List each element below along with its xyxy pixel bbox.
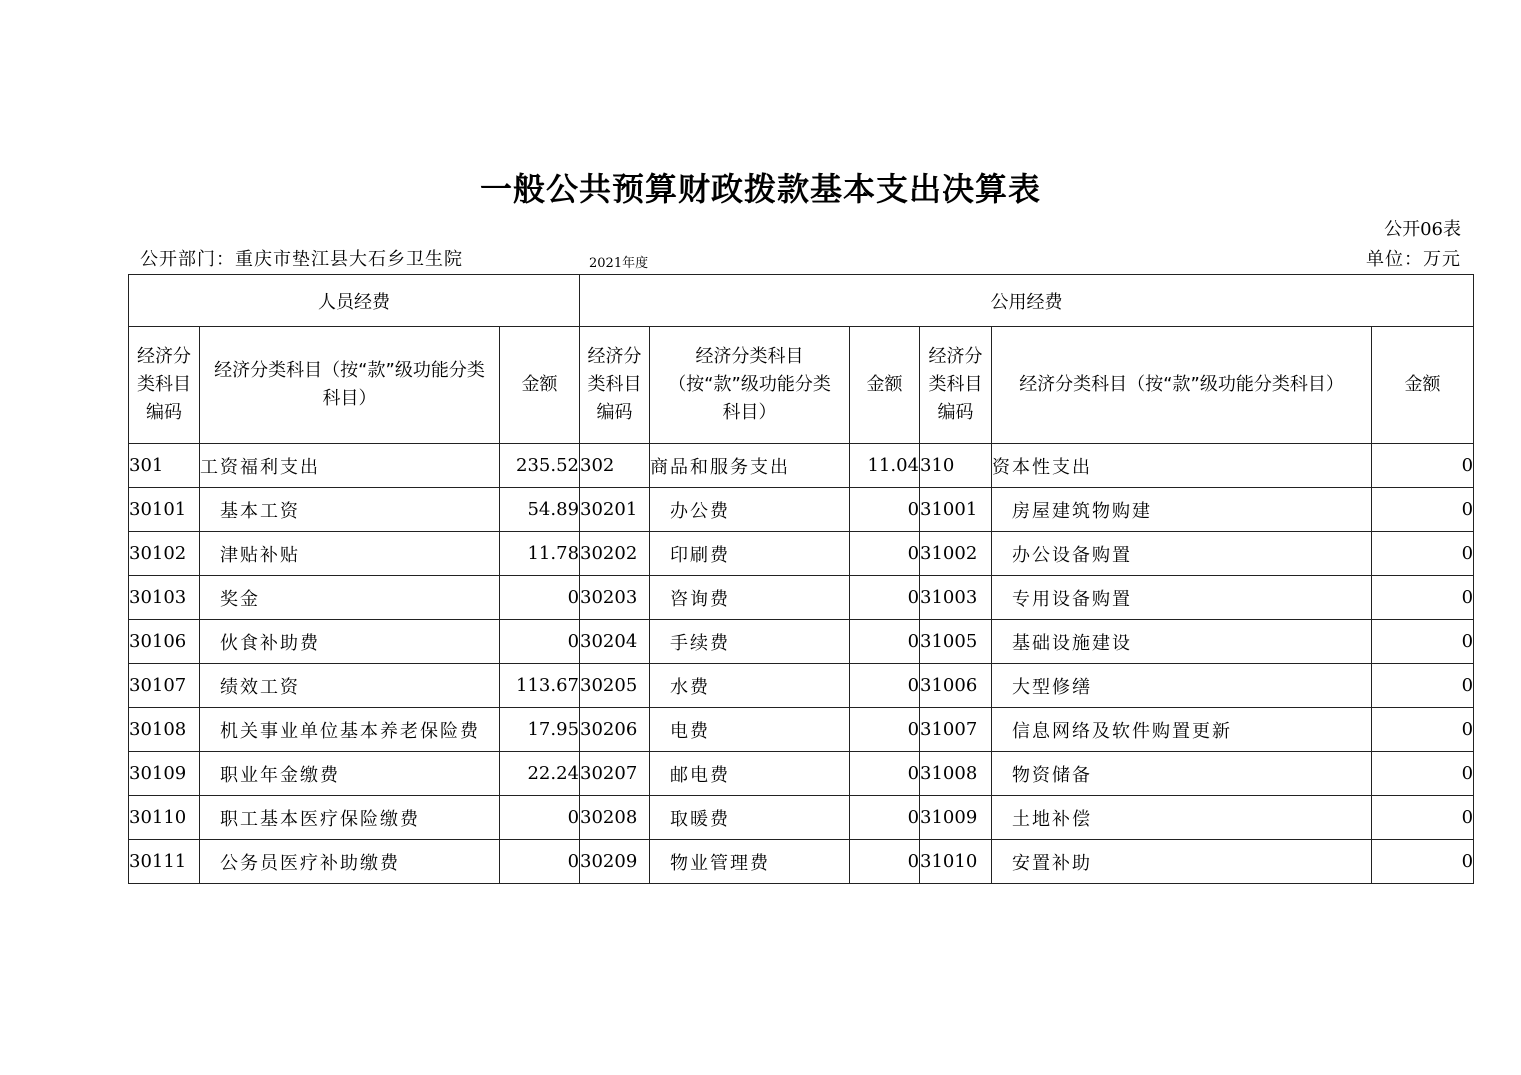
amount-cell: 0 <box>850 664 920 708</box>
table-row <box>129 840 1474 884</box>
code-cell: 30201 <box>580 488 650 532</box>
item-cell: 商品和服务支出 <box>650 444 850 488</box>
code-cell: 310 <box>920 444 992 488</box>
item-cell: 办公费 <box>650 488 850 532</box>
item-cell: 基本工资 <box>200 488 500 532</box>
header-amount-2: 金额 <box>850 327 920 444</box>
code-cell: 30203 <box>580 576 650 620</box>
item-cell: 专用设备购置 <box>992 576 1372 620</box>
amount-cell: 0 <box>850 840 920 884</box>
amount-cell: 0 <box>500 840 580 884</box>
amount-cell: 0 <box>500 576 580 620</box>
code-cell: 30204 <box>580 620 650 664</box>
expenditure-table <box>128 274 1474 884</box>
item-cell: 公务员医疗补助缴费 <box>200 840 500 884</box>
table-row <box>129 796 1474 840</box>
item-cell: 基础设施建设 <box>992 620 1372 664</box>
amount-cell: 0 <box>850 488 920 532</box>
unit-label: 单位：万元 <box>1366 249 1461 270</box>
amount-cell: 0 <box>500 620 580 664</box>
fiscal-year: 2021年度 <box>589 256 649 271</box>
item-cell: 大型修缮 <box>992 664 1372 708</box>
amount-cell: 0 <box>1372 752 1474 796</box>
amount-cell: 0 <box>850 752 920 796</box>
item-cell: 手续费 <box>650 620 850 664</box>
code-cell: 301 <box>129 444 200 488</box>
header-code-1: 经济分类科目编码 <box>129 327 200 444</box>
item-cell: 印刷费 <box>650 532 850 576</box>
code-cell: 30202 <box>580 532 650 576</box>
department-label: 公开部门：重庆市垫江县大石乡卫生院 <box>140 249 463 270</box>
table-row <box>129 620 1474 664</box>
amount-cell: 0 <box>1372 708 1474 752</box>
code-cell: 302 <box>580 444 650 488</box>
code-cell: 31003 <box>920 576 992 620</box>
item-cell: 绩效工资 <box>200 664 500 708</box>
item-cell: 机关事业单位基本养老保险费 <box>200 708 500 752</box>
amount-cell: 0 <box>1372 576 1474 620</box>
header-item-1: 经济分类科目（按“款”级功能分类科目） <box>200 327 500 444</box>
code-cell: 31009 <box>920 796 992 840</box>
code-cell: 30101 <box>129 488 200 532</box>
item-cell: 津贴补贴 <box>200 532 500 576</box>
item-cell: 房屋建筑物购建 <box>992 488 1372 532</box>
table-row <box>129 532 1474 576</box>
table-row <box>129 444 1474 488</box>
section-public: 公用经费 <box>580 275 1474 327</box>
item-cell: 邮电费 <box>650 752 850 796</box>
code-cell: 30208 <box>580 796 650 840</box>
item-cell: 办公设备购置 <box>992 532 1372 576</box>
code-cell: 30207 <box>580 752 650 796</box>
amount-cell: 0 <box>1372 620 1474 664</box>
amount-cell: 0 <box>1372 840 1474 884</box>
code-cell: 31001 <box>920 488 992 532</box>
amount-cell: 0 <box>850 620 920 664</box>
item-cell: 伙食补助费 <box>200 620 500 664</box>
amount-cell: 235.52 <box>500 444 580 488</box>
code-cell: 31007 <box>920 708 992 752</box>
code-cell: 30110 <box>129 796 200 840</box>
amount-cell: 0 <box>850 532 920 576</box>
amount-cell: 0 <box>1372 444 1474 488</box>
header-item-2: 经济分类科目（按“款”级功能分类科目） <box>650 327 850 444</box>
item-cell: 物业管理费 <box>650 840 850 884</box>
table-row <box>129 752 1474 796</box>
page-title: 一般公共预算财政拨款基本支出决算表 <box>479 170 1041 208</box>
amount-cell: 11.78 <box>500 532 580 576</box>
code-cell: 31006 <box>920 664 992 708</box>
item-cell: 职工基本医疗保险缴费 <box>200 796 500 840</box>
section-personnel: 人员经费 <box>129 275 580 327</box>
code-cell: 30205 <box>580 664 650 708</box>
item-cell: 咨询费 <box>650 576 850 620</box>
code-cell: 30107 <box>129 664 200 708</box>
code-cell: 30108 <box>129 708 200 752</box>
amount-cell: 0 <box>850 576 920 620</box>
header-code-3: 经济分类科目编码 <box>920 327 992 444</box>
item-cell: 安置补助 <box>992 840 1372 884</box>
code-cell: 31010 <box>920 840 992 884</box>
code-cell: 30109 <box>129 752 200 796</box>
code-cell: 31005 <box>920 620 992 664</box>
code-cell: 30106 <box>129 620 200 664</box>
code-cell: 31002 <box>920 532 992 576</box>
item-cell: 工资福利支出 <box>200 444 500 488</box>
item-cell: 职业年金缴费 <box>200 752 500 796</box>
table-row <box>129 664 1474 708</box>
amount-cell: 11.04 <box>850 444 920 488</box>
code-cell: 30209 <box>580 840 650 884</box>
code-cell: 30111 <box>129 840 200 884</box>
item-cell: 水费 <box>650 664 850 708</box>
amount-cell: 0 <box>1372 796 1474 840</box>
item-cell: 奖金 <box>200 576 500 620</box>
code-cell: 30103 <box>129 576 200 620</box>
header-code-2: 经济分类科目编码 <box>580 327 650 444</box>
item-cell: 资本性支出 <box>992 444 1372 488</box>
amount-cell: 113.67 <box>500 664 580 708</box>
amount-cell: 0 <box>1372 664 1474 708</box>
code-cell: 31008 <box>920 752 992 796</box>
amount-cell: 17.95 <box>500 708 580 752</box>
table-row <box>129 576 1474 620</box>
amount-cell: 0 <box>1372 532 1474 576</box>
amount-cell: 22.24 <box>500 752 580 796</box>
amount-cell: 0 <box>850 708 920 752</box>
header-amount-3: 金额 <box>1372 327 1474 444</box>
form-number: 公开06表 <box>1384 219 1461 240</box>
header-item-3: 经济分类科目（按“款”级功能分类科目） <box>992 327 1372 444</box>
item-cell: 物资储备 <box>992 752 1372 796</box>
item-cell: 电费 <box>650 708 850 752</box>
column-header-row <box>129 327 1474 444</box>
amount-cell: 54.89 <box>500 488 580 532</box>
amount-cell: 0 <box>500 796 580 840</box>
table-row <box>129 708 1474 752</box>
item-cell: 信息网络及软件购置更新 <box>992 708 1372 752</box>
header-amount-1: 金额 <box>500 327 580 444</box>
table-row <box>129 488 1474 532</box>
section-header-row <box>129 275 1474 327</box>
amount-cell: 0 <box>1372 488 1474 532</box>
code-cell: 30102 <box>129 532 200 576</box>
code-cell: 30206 <box>580 708 650 752</box>
item-cell: 取暖费 <box>650 796 850 840</box>
amount-cell: 0 <box>850 796 920 840</box>
item-cell: 土地补偿 <box>992 796 1372 840</box>
